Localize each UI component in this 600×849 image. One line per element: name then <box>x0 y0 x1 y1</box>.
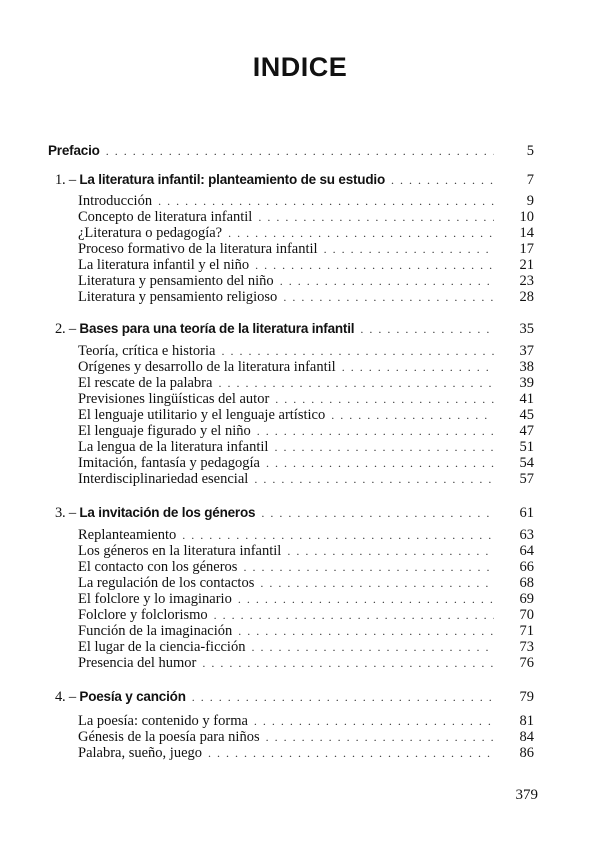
toc-item[interactable] <box>78 359 534 375</box>
toc-item[interactable] <box>78 471 534 487</box>
toc-item[interactable] <box>78 607 534 623</box>
toc-item-label: Presencia del humor <box>78 655 197 671</box>
toc-page-number: 68 <box>519 575 534 591</box>
leader-dots <box>261 505 494 521</box>
toc-item[interactable] <box>78 591 534 607</box>
toc-item[interactable] <box>78 575 534 591</box>
toc-item[interactable] <box>78 455 534 471</box>
chapter-number: 4. <box>55 689 66 705</box>
toc-page-number: 79 <box>519 689 534 705</box>
leader-dots <box>221 343 494 359</box>
toc-item-label: Génesis de la poesía para niños <box>78 729 260 745</box>
chapter-title: Bases para una teoría de la literatura infantil <box>79 321 355 336</box>
toc-page-number: 37 <box>519 343 534 359</box>
leader-dots <box>208 745 494 761</box>
toc-item-label: Función de la imaginación <box>78 623 233 639</box>
leader-dots <box>283 289 494 305</box>
toc-item[interactable] <box>78 289 534 305</box>
leader-dots <box>266 729 494 745</box>
leader-dots <box>266 455 494 471</box>
toc-item[interactable] <box>78 655 534 671</box>
toc-page-number: 23 <box>519 273 534 289</box>
leader-dots <box>192 689 494 705</box>
leader-dots <box>257 423 494 439</box>
leader-dots <box>254 713 494 729</box>
toc-page-number: 73 <box>519 639 534 655</box>
toc-item[interactable] <box>78 375 534 391</box>
leader-dots <box>251 639 494 655</box>
leader-dots <box>238 623 494 639</box>
chapter-number: 1. <box>55 172 66 188</box>
toc-page-number: 70 <box>519 607 534 623</box>
toc-item[interactable] <box>78 257 534 273</box>
toc-page-number: 76 <box>519 655 534 671</box>
toc-page-number: 57 <box>519 471 534 487</box>
toc-item[interactable] <box>78 745 534 761</box>
leader-dots <box>202 655 494 671</box>
toc-page-number: 54 <box>519 455 534 471</box>
leader-dots <box>214 607 494 623</box>
toc-item-label: Introducción <box>78 193 153 209</box>
toc-item[interactable] <box>78 273 534 289</box>
leader-dots <box>275 391 494 407</box>
toc-page-number: 86 <box>519 745 534 761</box>
toc-chapter-3[interactable]: 3. – La invitación de los géneros . . . 61 <box>55 505 534 521</box>
toc-item-label: Concepto de literatura infantil <box>78 209 253 225</box>
toc-page-number: 41 <box>519 391 534 407</box>
leader-dots <box>324 241 494 257</box>
toc-item[interactable] <box>78 559 534 575</box>
leader-dots <box>254 471 494 487</box>
toc-page-number: 5 <box>526 143 534 159</box>
toc-item-label: Imitación, fantasía y pedagogía <box>78 455 260 471</box>
toc-page-number: 66 <box>519 559 534 575</box>
toc-page-number: 84 <box>519 729 534 745</box>
toc-item-label: Interdisciplinariedad esencial <box>78 471 249 487</box>
toc-item-label: El folclore y lo imaginario <box>78 591 232 607</box>
toc-page-number: 61 <box>519 505 534 521</box>
toc-item-label: Palabra, sueño, juego <box>78 745 203 761</box>
leader-dots <box>106 143 494 159</box>
toc-item[interactable] <box>78 407 534 423</box>
toc-item-label: Folclore y folclorismo <box>78 607 208 623</box>
toc-item[interactable] <box>78 639 534 655</box>
toc-chapter-4[interactable]: 4. – Poesía y canción . . . 79 <box>55 689 534 705</box>
toc-preface-label: Prefacio <box>48 143 100 158</box>
toc-item-label: ¿Literatura o pedagogía? <box>78 225 223 241</box>
page-number: 379 <box>515 787 538 803</box>
toc-page-number: 39 <box>519 375 534 391</box>
toc-item[interactable] <box>78 623 534 639</box>
toc-item[interactable] <box>78 225 534 241</box>
toc-page-number: 45 <box>519 407 534 423</box>
toc-item-label: Previsiones lingüísticas del autor <box>78 391 270 407</box>
leader-dots <box>238 591 494 607</box>
toc-item-label: La regulación de los contactos <box>78 575 255 591</box>
leader-dots <box>218 375 494 391</box>
toc-item-label: Literatura y pensamiento del niño <box>78 273 274 289</box>
leader-dots <box>255 257 494 273</box>
toc-item[interactable] <box>78 209 534 225</box>
toc-page-number: 7 <box>526 172 534 188</box>
toc-page-number: 28 <box>519 289 534 305</box>
toc-item-label: Literatura y pensamiento religioso <box>78 289 278 305</box>
toc-page-number: 10 <box>519 209 534 225</box>
toc-page-number: 17 <box>519 241 534 257</box>
toc-item-label: El contacto con los géneros <box>78 559 238 575</box>
toc-page-number: 69 <box>519 591 534 607</box>
leader-dots <box>274 439 494 455</box>
leader-dots <box>391 172 494 188</box>
leader-dots <box>331 407 494 423</box>
toc-page-number: 35 <box>519 321 534 337</box>
toc-item-label: El lugar de la ciencia-ficción <box>78 639 246 655</box>
leader-dots <box>228 225 494 241</box>
toc-page-number: 64 <box>519 543 534 559</box>
toc-chapter-2[interactable]: 2. – Bases para una teoría de la literatura infantil . . . 35 <box>55 321 534 337</box>
chapter-number: 2. <box>55 321 66 337</box>
toc-page-number: 38 <box>519 359 534 375</box>
toc-page-number: 9 <box>526 193 534 209</box>
leader-dots <box>360 321 494 337</box>
toc-item[interactable] <box>78 241 534 257</box>
toc-entry-preface[interactable] <box>48 143 534 159</box>
toc-page-number: 81 <box>519 713 534 729</box>
toc-item[interactable] <box>78 543 534 559</box>
toc-item-label: Teoría, crítica e historia <box>78 343 216 359</box>
toc-page-number: 71 <box>519 623 534 639</box>
chapter-title: La literatura infantil: planteamiento de su estudio <box>79 172 385 187</box>
toc-item-label: Proceso formativo de la literatura infantil <box>78 241 318 257</box>
toc-item[interactable] <box>78 527 534 543</box>
toc-item-label: Los géneros en la literatura infantil <box>78 543 282 559</box>
toc-item-label: La literatura infantil y el niño <box>78 257 250 273</box>
toc-item-label: El lenguaje utilitario y el lenguaje artístico <box>78 407 326 423</box>
toc-page-number: 63 <box>519 527 534 543</box>
toc-item[interactable] <box>78 713 534 729</box>
toc-item-label: Replanteamiento <box>78 527 177 543</box>
toc-page-number: 51 <box>519 439 534 455</box>
leader-dots <box>243 559 494 575</box>
toc-chapter-1[interactable]: 1. – La literatura infantil: planteamiento de su estudio . . . 7 <box>55 172 534 188</box>
chapter-title: La invitación de los géneros <box>79 505 256 520</box>
toc-item-label: El lenguaje figurado y el niño <box>78 423 251 439</box>
leader-dots <box>182 527 494 543</box>
toc-item[interactable] <box>78 343 534 359</box>
chapter-number: 3. <box>55 505 66 521</box>
toc-page-number: 14 <box>519 225 534 241</box>
leader-dots <box>342 359 494 375</box>
leader-dots <box>260 575 494 591</box>
toc-page-number: 47 <box>519 423 534 439</box>
chapter-title: Poesía y canción <box>79 689 186 704</box>
toc-item[interactable] <box>78 729 534 745</box>
toc-item[interactable] <box>78 439 534 455</box>
toc-item-label: La poesía: contenido y forma <box>78 713 248 729</box>
page-title: INDICE <box>252 52 348 82</box>
toc-item[interactable] <box>78 391 534 407</box>
leader-dots <box>158 193 494 209</box>
toc-item-label: Orígenes y desarrollo de la literatura infantil <box>78 359 336 375</box>
toc-page-number: 21 <box>519 257 534 273</box>
leader-dots <box>258 209 494 225</box>
leader-dots <box>287 543 494 559</box>
toc-item-label: El rescate de la palabra <box>78 375 213 391</box>
toc-item-label: La lengua de la literatura infantil <box>78 439 269 455</box>
toc-item[interactable] <box>78 423 534 439</box>
leader-dots <box>280 273 494 289</box>
toc-item[interactable] <box>78 193 534 209</box>
